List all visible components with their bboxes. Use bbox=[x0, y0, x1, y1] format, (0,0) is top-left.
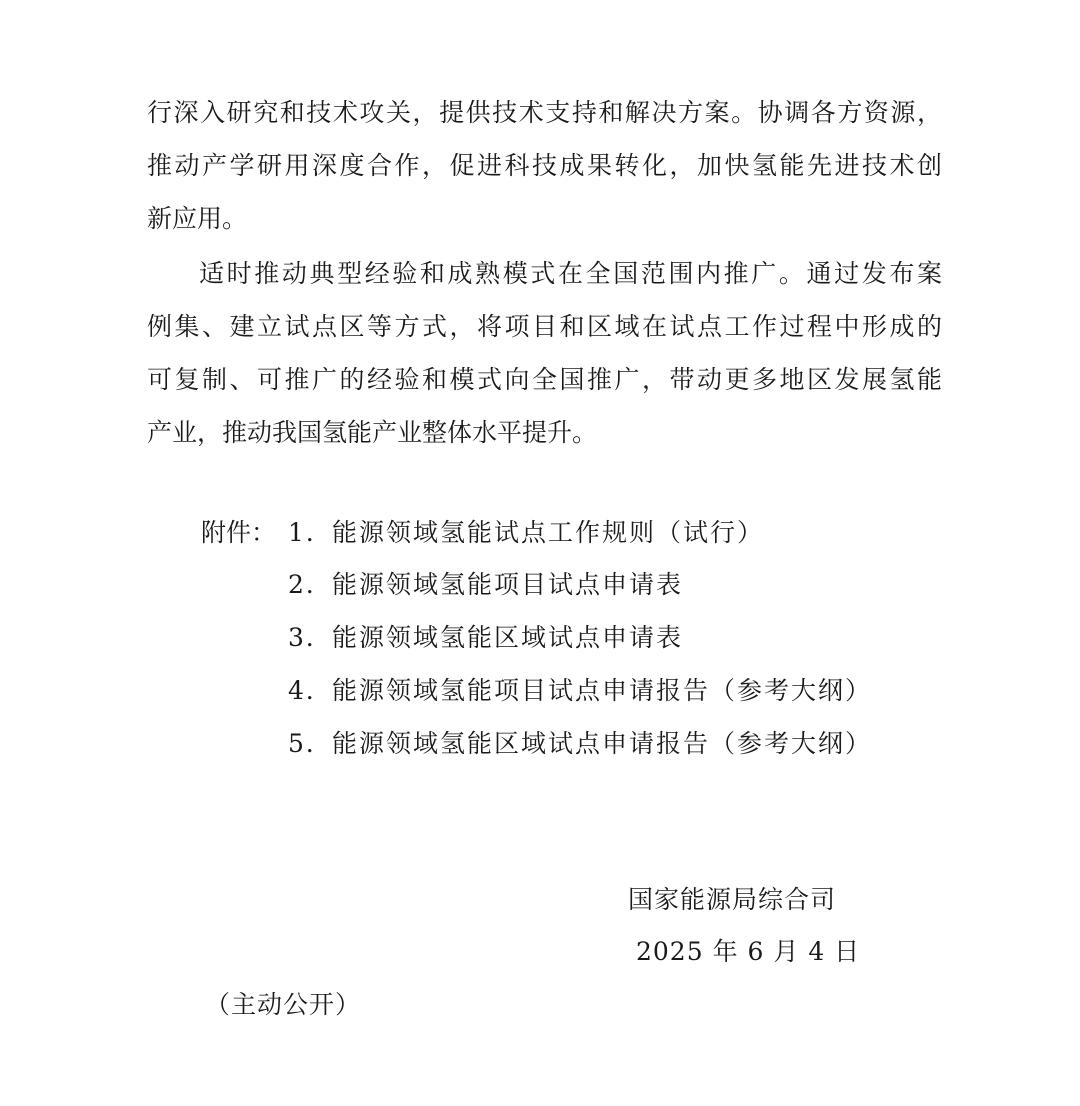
attachment-number: 5． bbox=[288, 729, 333, 758]
attachment-item bbox=[288, 568, 683, 602]
attachment-item bbox=[288, 516, 764, 550]
attachment-title: 能源领域氢能区域试点申请报告（参考大纲） bbox=[332, 729, 873, 758]
attachment-title: 能源领域氢能项目试点申请表 bbox=[332, 570, 684, 599]
attachment-title: 能源领域氢能试点工作规则（试行） bbox=[332, 518, 765, 547]
attachment-number: 1． bbox=[288, 518, 333, 547]
body-text-line: 推动产学研用深度合作，促进科技成果转化，加快氢能先进技术创 bbox=[147, 151, 942, 180]
attachments-label: 附件： bbox=[201, 518, 277, 547]
disclosure-note: （主动公开） bbox=[205, 990, 362, 1019]
attachment-title: 能源领域氢能项目试点申请报告（参考大纲） bbox=[332, 676, 873, 705]
body-text-line: 可复制、可推广的经验和模式向全国推广，带动更多地区发展氢能 bbox=[147, 365, 942, 394]
attachment-item bbox=[288, 727, 872, 761]
attachment-number: 3． bbox=[288, 623, 333, 652]
body-text-line: 产业，推动我国氢能产业整体水平提升。 bbox=[147, 418, 598, 447]
body-text-line: 新应用。 bbox=[147, 204, 248, 233]
body-text-line: 行深入研究和技术攻关，提供技术支持和解决方案。协调各方资源， bbox=[147, 98, 942, 127]
attachment-item bbox=[288, 621, 683, 655]
body-text-line: 适时推动典型经验和成熟模式在全国范围内推广。通过发布案 bbox=[199, 259, 942, 288]
attachment-item bbox=[288, 674, 872, 708]
attachment-number: 2． bbox=[288, 570, 333, 599]
attachment-number: 4． bbox=[288, 676, 333, 705]
issuer-name: 国家能源局综合司 bbox=[628, 885, 837, 914]
attachment-title: 能源领域氢能区域试点申请表 bbox=[332, 623, 684, 652]
body-text-line: 例集、建立试点区等方式，将项目和区域在试点工作过程中形成的 bbox=[147, 312, 942, 341]
issue-date: 2025 年 6 月 4 日 bbox=[636, 937, 861, 966]
